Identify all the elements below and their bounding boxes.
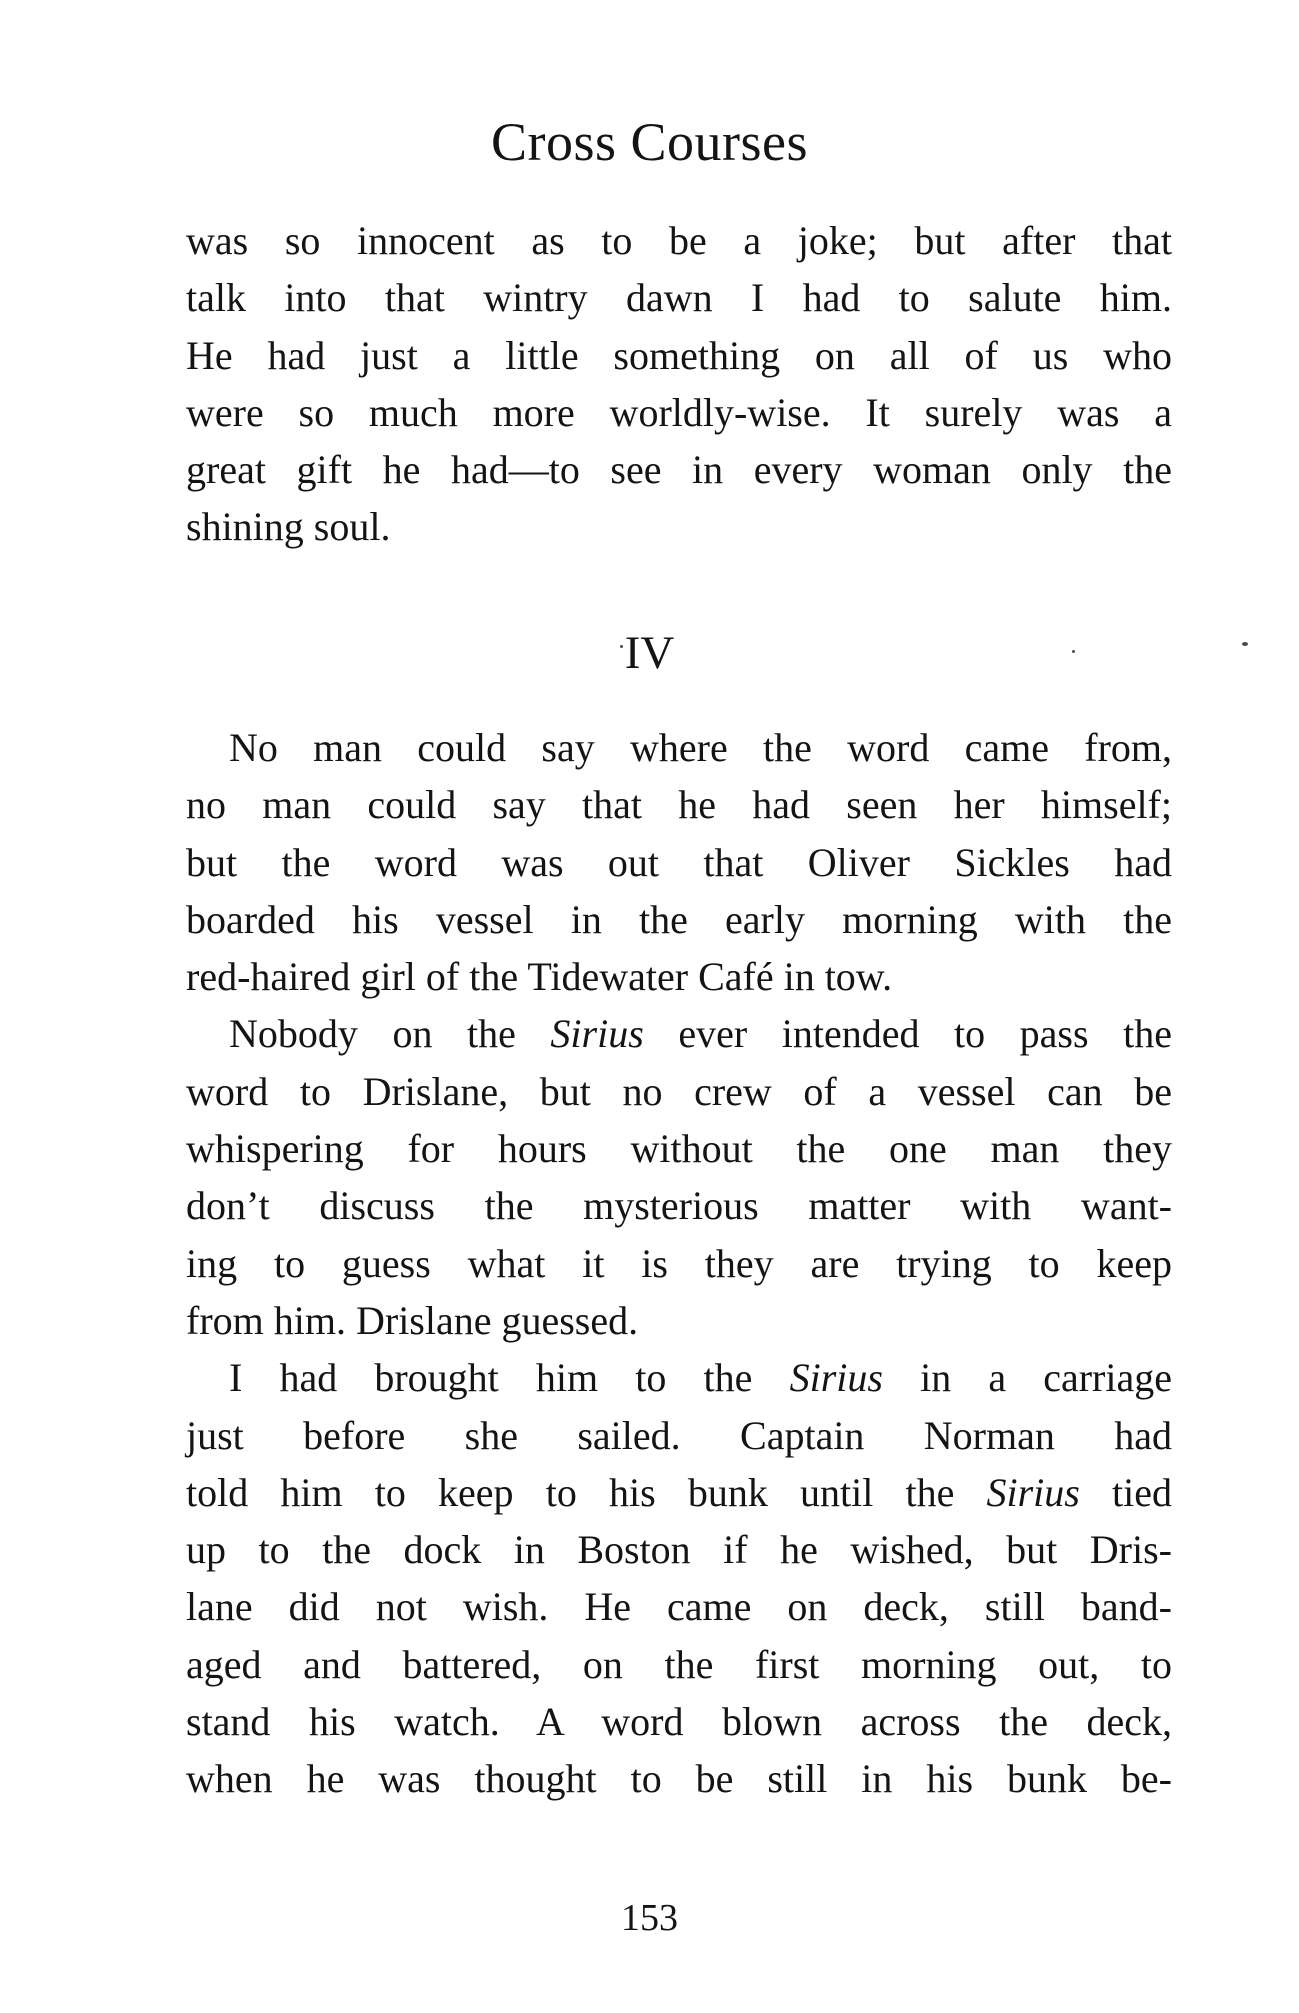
paragraph (186, 719, 1172, 1005)
text-run: Nobody on the (229, 1011, 551, 1057)
text-line: don’t discuss the mysterious matter with want- (186, 1183, 1172, 1229)
text-run: ever intended to pass the (643, 1011, 1172, 1057)
paragraph (186, 212, 1172, 556)
text-line: lane did not wish. He came on deck, still band- (186, 1584, 1172, 1630)
text-run: tied (1079, 1469, 1172, 1515)
text-run: told him to keep to his bunk until the (186, 1469, 987, 1515)
ship-name: Sirius (789, 1355, 883, 1401)
text-line: whispering for hours without the one man they (186, 1126, 1172, 1172)
text-line (186, 1464, 1172, 1521)
text-line: just before she sailed. Captain Norman had (186, 1412, 1172, 1458)
text-line: no man could say that he had seen her himself; (186, 782, 1172, 828)
paragraph (186, 1349, 1172, 1807)
text-line: stand his watch. A word blown across the deck, (186, 1699, 1172, 1745)
text-line: great gift he had—to see in every woman only the (186, 447, 1172, 493)
text-line: boarded his vessel in the early morning with the (186, 896, 1172, 942)
print-speck (1072, 650, 1075, 653)
paragraph (186, 1005, 1172, 1349)
text-line: ing to guess what it is they are trying to keep (186, 1240, 1172, 1286)
ship-name: Sirius (986, 1469, 1080, 1515)
text-line: from him. Drislane guessed. (186, 1297, 639, 1343)
page-number: 153 (621, 1897, 678, 1939)
text-line: up to the dock in Boston if he wished, but Dris- (186, 1527, 1172, 1573)
text-line: red-haired girl of the Tidewater Café in tow. (186, 954, 893, 1000)
print-speck (1242, 642, 1248, 646)
text-block-top (186, 212, 1172, 556)
text-line: was so innocent as to be a joke; but after that (186, 218, 1172, 263)
text-line: word to Drislane, but no crew of a vessel can be (186, 1068, 1172, 1114)
text-line: but the word was out that Oliver Sickles had (186, 839, 1172, 885)
section-heading: IV (624, 627, 675, 679)
text-run: I had brought him to the (229, 1355, 790, 1401)
text-block-main (186, 719, 1172, 1808)
ship-name: Sirius (550, 1011, 644, 1057)
text-line: were so much more worldly-wise. It surely was a (186, 389, 1172, 435)
print-speck (620, 645, 623, 648)
text-line: aged and battered, on the first morning out, to (186, 1641, 1172, 1687)
running-head: Cross Courses (490, 112, 809, 172)
text-line: shining soul. (186, 504, 391, 550)
text-line: He had just a little something on all of us who (186, 332, 1172, 378)
text-line: talk into that wintry dawn I had to salute him. (186, 275, 1172, 321)
text-line (186, 1005, 1172, 1062)
text-line (186, 1349, 1172, 1406)
text-run: in a carriage (882, 1355, 1173, 1401)
text-line: when he was thought to be still in his bunk be- (186, 1756, 1172, 1802)
text-line: No man could say where the word came from, (229, 725, 1172, 770)
